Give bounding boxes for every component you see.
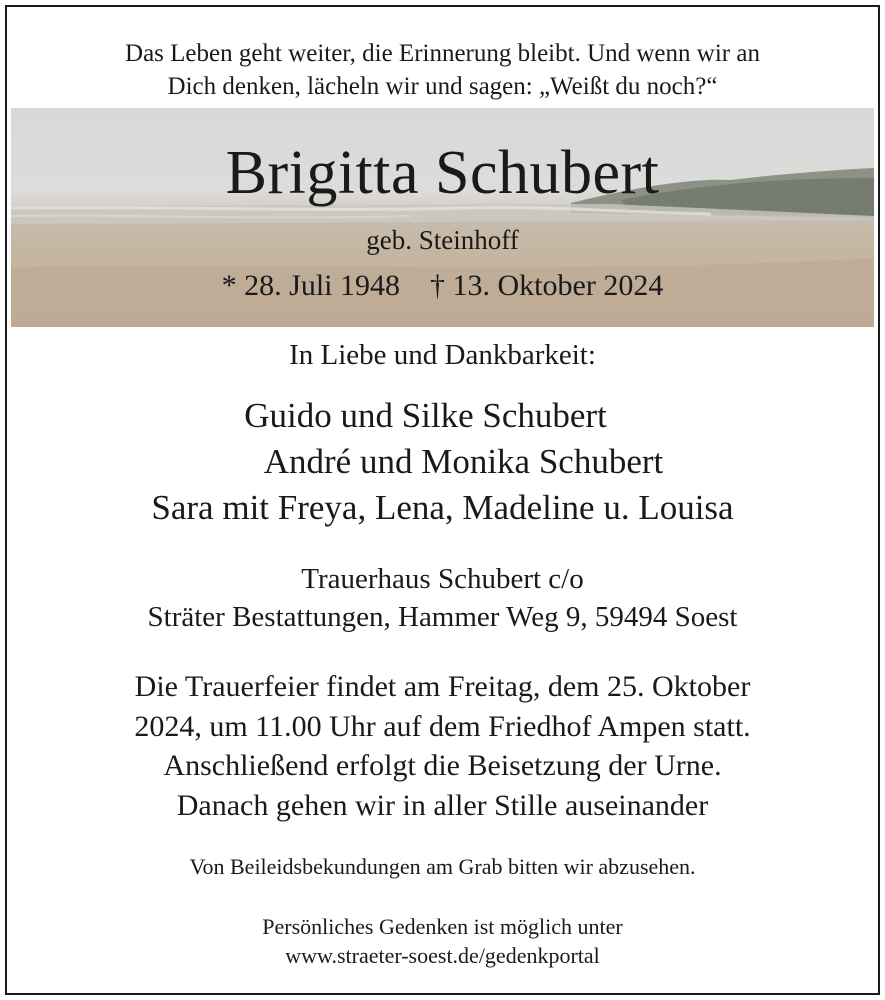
beach-photo-banner <box>11 108 874 327</box>
address-line: Sträter Bestattungen, Hammer Weg 9, 59494 Soest <box>147 601 738 633</box>
mourners-list <box>7 393 878 531</box>
condolence-note: Von Beileidsbekundungen am Grab bitten wir abzusehen. <box>189 854 696 879</box>
address-line: Trauerhaus Schubert c/o <box>301 563 584 595</box>
obituary-frame <box>5 5 880 995</box>
ceremony-info <box>7 667 878 825</box>
motto-quote <box>7 37 878 103</box>
motto-line: Dich denken, lächeln wir und sagen: „Weißt du noch?“ <box>167 73 718 100</box>
memorial-url: www.straeter-soest.de/gedenkportal <box>285 943 600 968</box>
mourners-intro: In Liebe und Dankbarkeit: <box>289 339 596 371</box>
ceremony-line: Danach gehen wir in aller Stille auseinander <box>176 788 709 822</box>
death-date: † 13. Oktober 2024 <box>430 269 664 302</box>
birth-name: geb. Steinhoff <box>366 225 519 255</box>
ceremony-line: 2024, um 11.00 Uhr auf dem Friedhof Ampen statt. <box>134 709 751 743</box>
birth-date: * 28. Juli 1948 <box>221 269 401 302</box>
ceremony-line: Anschließend erfolgt die Beisetzung der Urne. <box>163 749 722 782</box>
deceased-name: Brigitta Schubert <box>225 139 660 207</box>
memorial-info <box>7 912 878 970</box>
mourner-name: André und Monika Schubert <box>263 442 664 481</box>
motto-line: Das Leben geht weiter, die Erinnerung bleibt. Und wenn wir an <box>125 40 760 67</box>
mourning-address <box>7 560 878 636</box>
memorial-line: Persönliches Gedenken ist möglich unter <box>262 914 623 939</box>
mourner-name: Guido und Silke Schubert <box>244 396 607 435</box>
life-dates <box>11 268 874 304</box>
mourner-name: Sara mit Freya, Lena, Madeline u. Louisa <box>151 488 734 527</box>
ceremony-line: Die Trauerfeier findet am Freitag, dem 25. Oktober <box>134 670 751 703</box>
